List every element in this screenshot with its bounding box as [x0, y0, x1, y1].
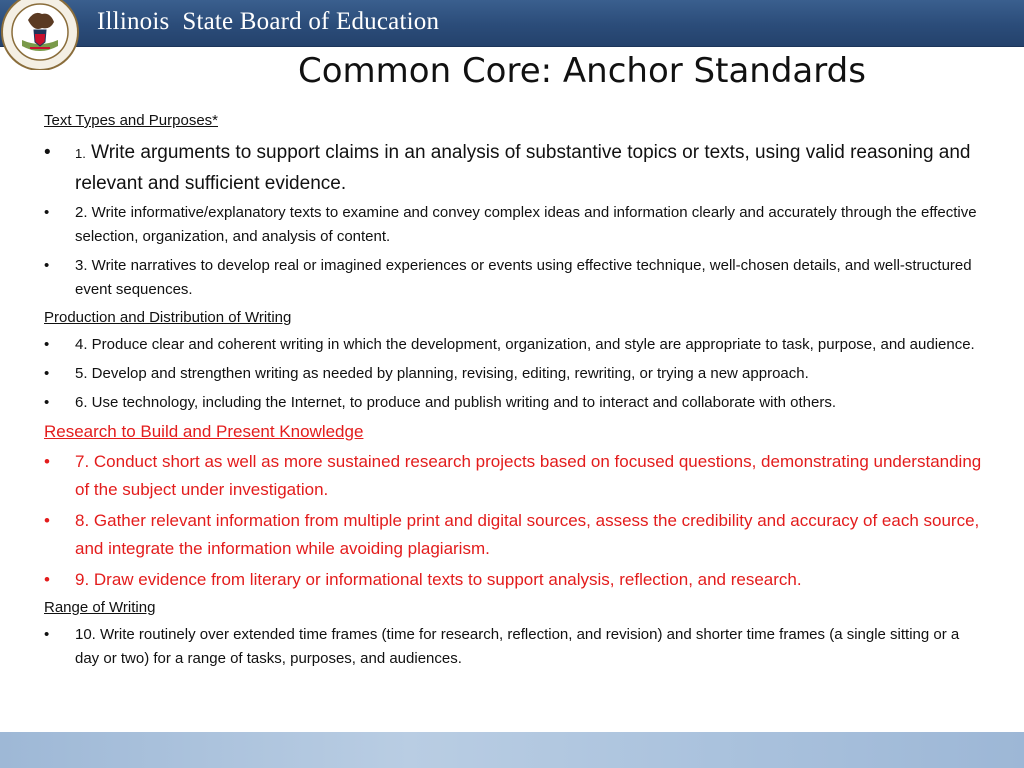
production-list	[44, 333, 984, 415]
range-list	[44, 623, 984, 671]
list-item: • 6. Use technology, including the Internet, to produce and publish writing and to interact and collaborate with others.	[44, 391, 984, 415]
list-item: • 8. Gather relevant information from multiple print and digital sources, assess the credibility and accuracy of each source, and integrate the information while avoiding plagiarism.	[44, 507, 984, 563]
list-item	[44, 138, 984, 199]
section-heading-range: Range of Writing	[44, 599, 156, 616]
item-text: Write arguments to support claims in an analysis of substantive topics or texts, using valid reasoning and relevant and sufficient evidence.	[75, 142, 971, 194]
list-item: • 9. Draw evidence from literary or informational texts to support analysis, reflection, and research.	[44, 566, 984, 594]
list-item: • 3. Write narratives to develop real or imagined experiences or events using effective technique, well-chosen details, and well-structured event sequences.	[44, 254, 984, 302]
standards-content	[44, 110, 984, 676]
list-item: • 5. Develop and strengthen writing as needed by planning, revising, editing, rewriting, or trying a new approach.	[44, 362, 984, 386]
text-types-list	[44, 138, 984, 302]
organization-name: Illinois State Board of Education	[97, 8, 440, 35]
footer-bar	[0, 732, 1024, 768]
item-number: 1.	[75, 146, 86, 161]
list-item: • 7. Conduct short as well as more sustained research projects based on focused questions, demonstrating understanding of the subject under investigation.	[44, 448, 984, 504]
section-heading-production: Production and Distribution of Writing	[44, 309, 292, 326]
slide-title: Common Core: Anchor Standards	[298, 51, 866, 91]
section-heading-research: Research to Build and Present Knowledge	[44, 422, 364, 441]
list-item: • 10. Write routinely over extended time frames (time for research, reflection, and revision) and shorter time frames (a single sitting or a day or two) for a range of tasks, purposes, and audiences.	[44, 623, 984, 671]
illinois-state-seal-icon	[0, 0, 82, 70]
section-heading-text-types: Text Types and Purposes*	[44, 112, 218, 129]
list-item: • 2. Write informative/explanatory texts to examine and convey complex ideas and information clearly and accurately through the effective selection, organization, and analysis of content.	[44, 201, 984, 249]
list-item: • 4. Produce clear and coherent writing in which the development, organization, and style are appropriate to task, purpose, and audience.	[44, 333, 984, 357]
header-banner	[0, 0, 1024, 47]
research-list	[44, 448, 984, 594]
